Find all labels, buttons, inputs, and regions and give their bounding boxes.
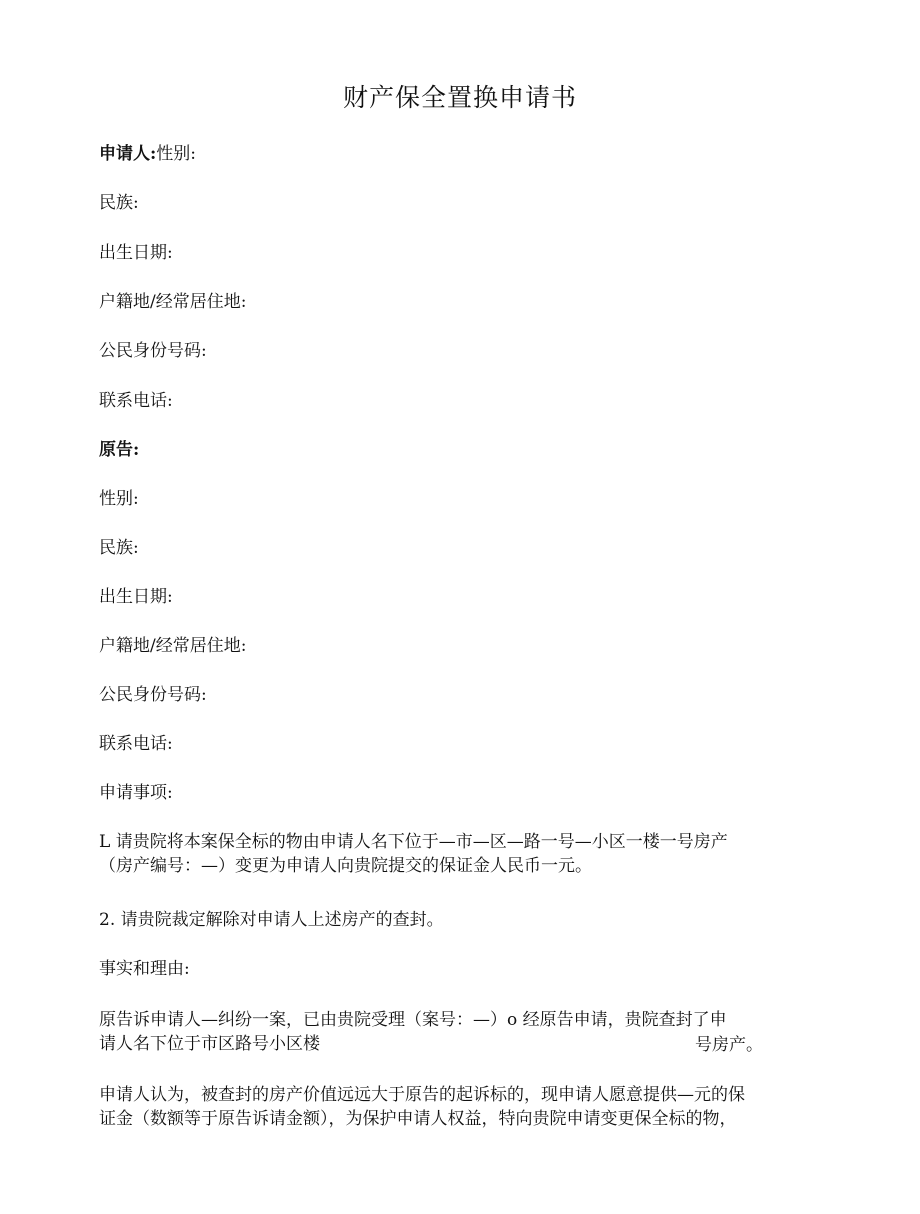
facts-1-line-1: 原告诉申请人—纠纷一案，已由贵院受理（案号：—）o 经原告申请，贵院查封了申 bbox=[99, 1010, 727, 1030]
applicant-ethnicity-label: 民族: bbox=[99, 193, 139, 213]
facts-paragraph-2 bbox=[99, 1083, 824, 1131]
applicant-phone-label: 联系电话: bbox=[99, 391, 173, 411]
request-1-line-2: （房产编号：—）变更为申请人向贵院提交的保证金人民币一元。 bbox=[99, 856, 592, 876]
facts-heading: 事实和理由: bbox=[99, 959, 190, 979]
facts-2-line-2: 证金（数额等于原告诉请金额），为保护申请人权益，特向贵院申请变更保全标的物， bbox=[99, 1109, 737, 1129]
applicant-heading: 申请人: bbox=[99, 144, 157, 164]
applicant-gender-label: 性别: bbox=[156, 144, 197, 164]
applicant-id-number-label: 公民身份号码: bbox=[99, 341, 207, 361]
plaintiff-phone-label: 联系电话: bbox=[99, 734, 173, 754]
applicant-birth-date-label: 出生日期: bbox=[99, 243, 173, 263]
facts-1-line-2-right: 号房产。 bbox=[695, 1035, 763, 1055]
facts-2-line-1: 申请人认为，被查封的房产价值远远大于原告的起诉标的，现申请人愿意提供—元的保 bbox=[99, 1085, 745, 1105]
facts-1-line-2: 请人名下位于市区路号小区楼 bbox=[99, 1034, 320, 1054]
plaintiff-heading: 原告: bbox=[99, 440, 140, 460]
applicant-gender-line bbox=[99, 143, 196, 165]
plaintiff-id-number-label: 公民身份号码: bbox=[99, 685, 207, 705]
plaintiff-residence-label: 户籍地/经常居住地: bbox=[99, 636, 247, 656]
applicant-residence-label: 户籍地/经常居住地: bbox=[99, 292, 247, 312]
plaintiff-birth-date-label: 出生日期: bbox=[99, 587, 173, 607]
request-item-2: 2. 请贵院裁定解除对申请人上述房产的查封。 bbox=[99, 910, 444, 930]
plaintiff-ethnicity-label: 民族: bbox=[99, 538, 139, 558]
document-title: 财产保全置换申请书 bbox=[342, 83, 577, 112]
requests-heading: 申请事项: bbox=[99, 783, 173, 803]
plaintiff-gender-label: 性别: bbox=[99, 489, 139, 509]
request-1-line-1: L 请贵院将本案保全标的物由申请人名下位于—市—区—路一号—小区一楼一号房产 bbox=[99, 832, 728, 852]
request-item-1 bbox=[99, 830, 824, 878]
